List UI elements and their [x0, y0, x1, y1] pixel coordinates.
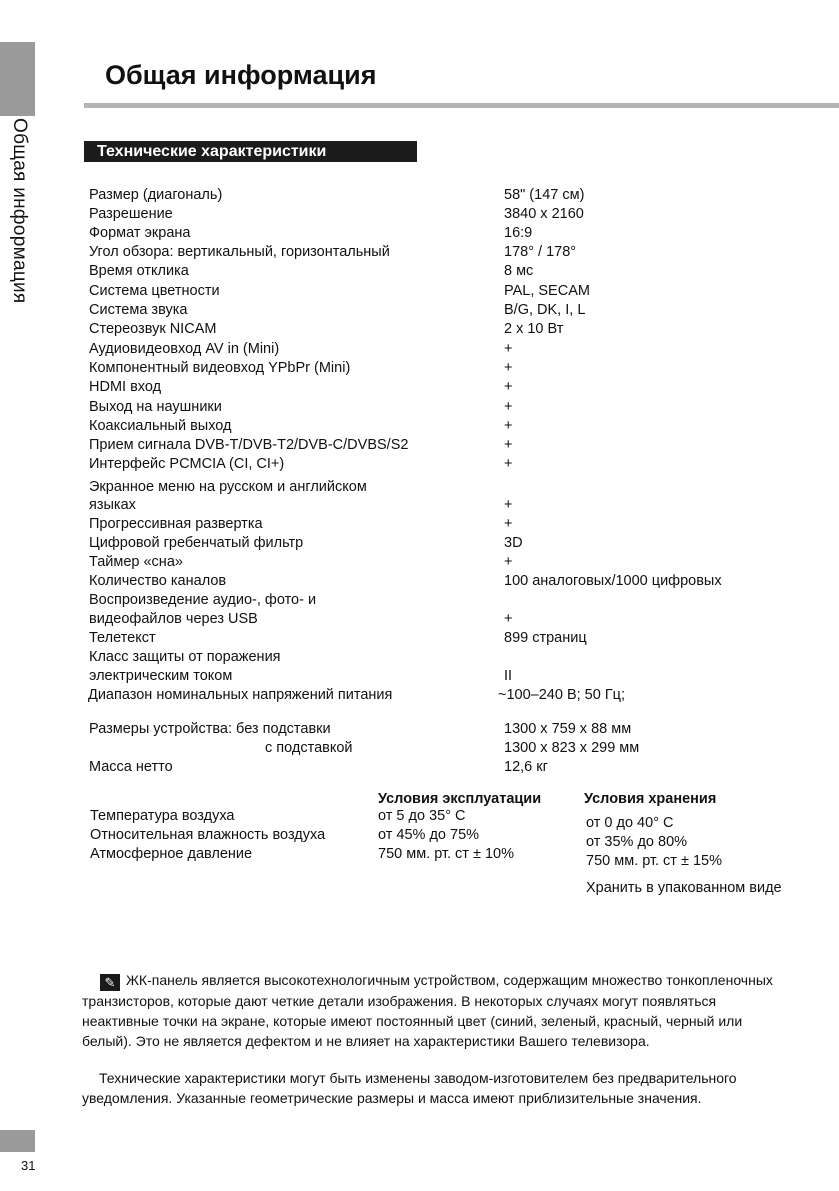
dimensions-value-no-stand: 1300 х 759 х 88 мм: [504, 721, 632, 737]
storage-value: 750 мм. рт. ст ± 15%: [586, 853, 722, 869]
spec-label: Выход на наушники: [89, 399, 222, 415]
mass-value: 12,6 кг: [504, 759, 548, 775]
operating-value: от 5 до 35° C: [378, 808, 466, 824]
spec-label: Стереозвук NICAM: [89, 321, 217, 337]
spec-label: Диапазон номинальных напряжений питания: [88, 687, 393, 703]
spec-label: Количество каналов: [89, 573, 227, 589]
spec-value: 3D: [504, 535, 523, 551]
spec-label: Прогрессивная развертка: [89, 516, 263, 532]
spec-label: Аудиовидеовход AV in (Mini): [89, 341, 280, 357]
note-text-line1: ЖК-панель является высокотехнологичным устройством, содержащим множество: [126, 972, 663, 988]
spec-label: языках: [89, 497, 136, 513]
spec-value: +: [504, 418, 513, 434]
spec-label: Система звука: [89, 302, 188, 318]
spec-value: B/G, DK, I, L: [504, 302, 586, 318]
operating-conditions-header: Условия эксплуатации: [378, 791, 542, 807]
spec-value: 3840 x 2160: [504, 206, 584, 222]
spec-label: HDMI вход: [89, 379, 162, 395]
spec-label: Прием сигнала DVB-T/DVB-T2/DVB-C/DVBS/S2: [89, 437, 409, 453]
spec-label: Экранное меню на русском и английском: [89, 479, 367, 495]
storage-value: от 35% до 80%: [586, 834, 688, 850]
spec-label: Телетекст: [89, 630, 156, 646]
spec-value: 58" (147 см): [504, 187, 585, 203]
operating-value: 750 мм. рт. ст ± 10%: [378, 846, 514, 862]
spec-value: +: [504, 437, 513, 453]
dimensions-label-stand: с подставкой: [265, 740, 353, 756]
condition-label: Атмосферное давление: [90, 846, 253, 862]
spec-value: +: [504, 497, 513, 513]
spec-label: Разрешение: [89, 206, 173, 222]
storage-value: от 0 до 40° C: [586, 815, 674, 831]
disclaimer-paragraph: Технические характеристики могут быть изменены заводом-изготовителем без предварительного уведомления. Указанные геометрические размеры и масса имеют приблизительные значения.: [82, 1070, 737, 1106]
spec-value: +: [504, 611, 513, 627]
spec-value: +: [504, 379, 513, 395]
spec-value: 16:9: [504, 225, 533, 241]
note-paragraph: [82, 970, 782, 1051]
spec-label: Компонентный видеовход YPbPr (Mini): [89, 360, 351, 376]
page-number: 31: [21, 1158, 36, 1173]
title-divider: [84, 103, 839, 108]
spec-value: +: [504, 554, 513, 570]
spec-label: Время отклика: [89, 263, 189, 279]
spec-label: Интерфейс PCMCIA (CI, CI+): [89, 456, 285, 472]
spec-value: +: [504, 341, 513, 357]
storage-conditions-header: Условия хранения: [584, 791, 717, 807]
spec-value: II: [504, 668, 513, 684]
spec-value: 8 мс: [504, 263, 534, 279]
spec-value: +: [504, 360, 513, 376]
storage-note: Хранить в упакованном виде: [586, 880, 782, 896]
spec-label: Воспроизведение аудио-, фото- и: [89, 592, 317, 608]
side-section-label: Общая информация: [9, 118, 30, 304]
spec-label: Цифровой гребенчатый фильтр: [89, 535, 304, 551]
operating-value: от 45% до 75%: [378, 827, 480, 843]
spec-value: 899 страниц: [504, 630, 587, 646]
mass-label: Масса нетто: [89, 759, 173, 775]
spec-label: Размер (диагональ): [89, 187, 223, 203]
page-number-marker: [0, 1130, 35, 1152]
spec-label: видеофайлов через USB: [89, 611, 258, 627]
spec-value: 178° / 178°: [504, 244, 577, 260]
condition-label: Относительная влажность воздуха: [90, 827, 326, 843]
spec-value: +: [504, 399, 513, 415]
spec-label: Угол обзора: вертикальный, горизонтальный: [89, 244, 390, 260]
note-text: тонкопленочных транзисторов, которые дают четкие детали изображения. В некоторых случаях могут появляться неактивные точки на экране, которые имеют постоянный цвет (синий, зеленый, красный, черный или белый). Это не является дефектом и не влияет на характеристики Вашего телевизора.: [82, 972, 773, 1049]
spec-value: +: [504, 456, 513, 472]
spec-label: Таймер «сна»: [89, 554, 183, 570]
spec-label: Класс защиты от поражения: [89, 649, 281, 665]
spec-value: 100 аналоговых/1000 цифровых: [504, 573, 722, 589]
spec-label: электрическим током: [89, 668, 233, 684]
dimensions-value-stand: 1300 х 823 х 299 мм: [504, 740, 640, 756]
spec-value: 2 х 10 Вт: [504, 321, 564, 337]
spec-label: Система цветности: [89, 283, 220, 299]
spec-label: Коаксиальный выход: [89, 418, 232, 434]
side-tab-marker: [0, 42, 35, 116]
section-title: Технические характеристики: [84, 141, 417, 162]
note-pencil-icon: ✎: [100, 974, 120, 991]
condition-label: Температура воздуха: [90, 808, 235, 824]
page-title: Общая информация: [105, 60, 377, 90]
spec-value: PAL, SECAM: [504, 283, 590, 299]
spec-value: +: [504, 516, 513, 532]
spec-label: Формат экрана: [89, 225, 191, 241]
spec-value: ~100–240 В; 50 Гц;: [498, 687, 626, 703]
dimensions-label: Размеры устройства: без подставки: [89, 721, 331, 737]
